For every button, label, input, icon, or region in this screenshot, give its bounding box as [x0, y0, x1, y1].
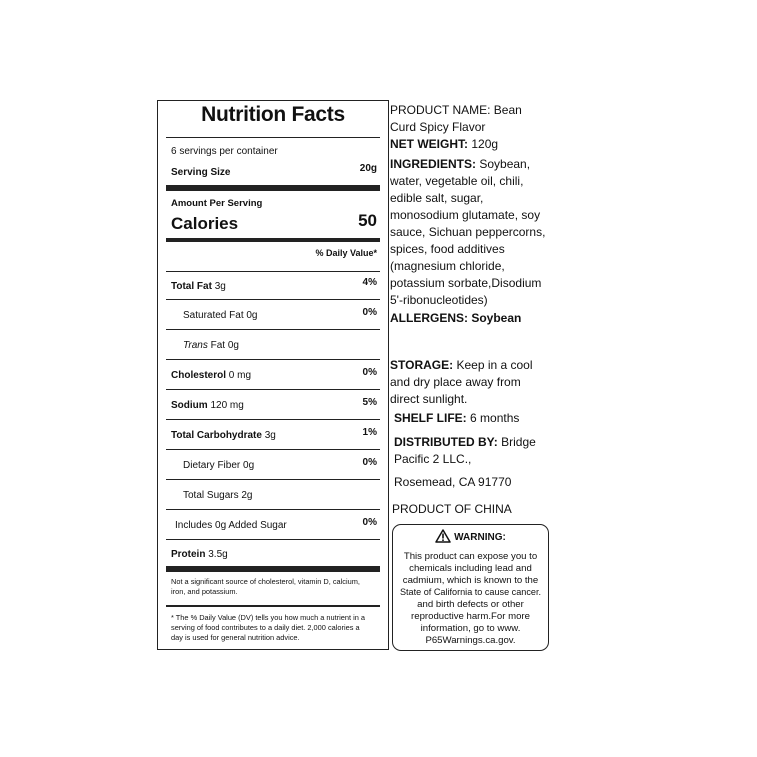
- nutrient-row-trans-fat: Trans Fat 0g: [183, 340, 239, 351]
- warning-text: and birth defects or other: [417, 599, 524, 610]
- divider: [166, 137, 380, 138]
- net-weight: NET WEIGHT: 120g: [390, 137, 499, 151]
- thick-divider: [166, 566, 380, 572]
- nutrient-dv: 0%: [362, 307, 377, 318]
- distributor-city: Rosemead, CA 91770: [394, 475, 512, 489]
- divider: [166, 359, 380, 360]
- divider: [166, 449, 380, 450]
- warning-text: chemicals including lead and: [409, 563, 532, 574]
- divider: [166, 389, 380, 390]
- warning-text: information, go to www.: [420, 623, 521, 634]
- divider: [166, 605, 380, 607]
- warning-title: WARNING:: [454, 532, 506, 544]
- calories-label: Calories: [171, 214, 239, 233]
- warning-triangle-icon: [435, 529, 451, 546]
- country-of-origin: PRODUCT OF CHINA: [392, 502, 512, 516]
- divider: [166, 299, 380, 300]
- divider: [166, 479, 380, 480]
- warning-text: State of California to cause cancer.: [399, 587, 542, 597]
- nutrient-dv: 0%: [362, 517, 377, 528]
- nutrient-row-total-fat: Total Fat 3g: [171, 281, 226, 292]
- nutrient-row-total-carbohydrate: Total Carbohydrate 3g: [171, 430, 276, 441]
- divider: [166, 271, 380, 272]
- storage: STORAGE: Keep in a cool and dry place away from direct sunlight.: [390, 358, 533, 406]
- nutrient-dv: 5%: [362, 397, 377, 408]
- nutrient-dv: 4%: [362, 277, 377, 288]
- nutrient-row-saturated-fat: Saturated Fat 0g: [183, 310, 258, 321]
- nutrient-row-total-sugars: Total Sugars 2g: [183, 490, 253, 501]
- warning-text: P65Warnings.ca.gov.: [425, 635, 516, 646]
- allergens: ALLERGENS: Soybean: [390, 311, 522, 325]
- serving-size-value: 20g: [359, 163, 377, 174]
- daily-value-header: % Daily Value*: [315, 248, 377, 258]
- warning-text: reproductive harm.For more: [411, 611, 530, 622]
- nutrient-row-added-sugar: Includes 0g Added Sugar: [175, 520, 287, 531]
- nutrient-dv: 0%: [362, 457, 377, 468]
- servings-per-container: 6 servings per container: [171, 146, 278, 157]
- divider: [166, 419, 380, 420]
- warning-text: cadmium, which is known to the: [402, 575, 539, 586]
- warning-text: This product can expose you to: [403, 551, 538, 562]
- serving-size-label: Serving Size: [171, 167, 231, 178]
- nutrient-dv: 0%: [362, 367, 377, 378]
- amount-per-serving: Amount Per Serving: [171, 198, 263, 209]
- nutrient-row-protein: Protein 3.5g: [171, 549, 228, 560]
- nutrition-title: Nutrition Facts: [201, 103, 345, 126]
- ingredients: INGREDIENTS: Soybean, water, vegetable oil, chili, edible salt, sugar, monosodium glutamate, soy sauce, Sichuan peppercorns, spices, food additives (magnesium chloride, potassium sorbate,Disodium 5'-ribonucleotides): [390, 157, 546, 307]
- product-name: PRODUCT NAME: Bean Curd Spicy Flavor: [390, 103, 522, 134]
- prop65-warning-box: [392, 524, 549, 651]
- nutrition-facts-panel: [157, 100, 389, 650]
- nutrient-row-sodium: Sodium 120 mg: [171, 400, 244, 411]
- footnote-daily-value: * The % Daily Value (DV) tells you how much a nutrient in a serving of food contributes to a daily diet. 2,000 calories a day is used for general nutrition advice.: [171, 613, 366, 642]
- footnote-nutrients: Not a significant source of cholesterol, vitamin D, calcium, iron, and potassium.: [171, 577, 360, 596]
- divider: [166, 329, 380, 330]
- thick-divider: [166, 238, 380, 242]
- thick-divider: [166, 185, 380, 191]
- nutrient-row-dietary-fiber: Dietary Fiber 0g: [183, 460, 255, 471]
- shelf-life: SHELF LIFE: 6 months: [394, 411, 520, 425]
- nutrient-dv: 1%: [362, 427, 377, 438]
- nutrient-row-cholesterol: Cholesterol 0 mg: [171, 370, 252, 381]
- calories-value: 50: [358, 211, 377, 230]
- distributed-by: DISTRIBUTED BY: Bridge Pacific 2 LLC.,: [394, 435, 536, 466]
- divider: [166, 539, 380, 540]
- warning-header: [393, 529, 548, 546]
- divider: [166, 509, 380, 510]
